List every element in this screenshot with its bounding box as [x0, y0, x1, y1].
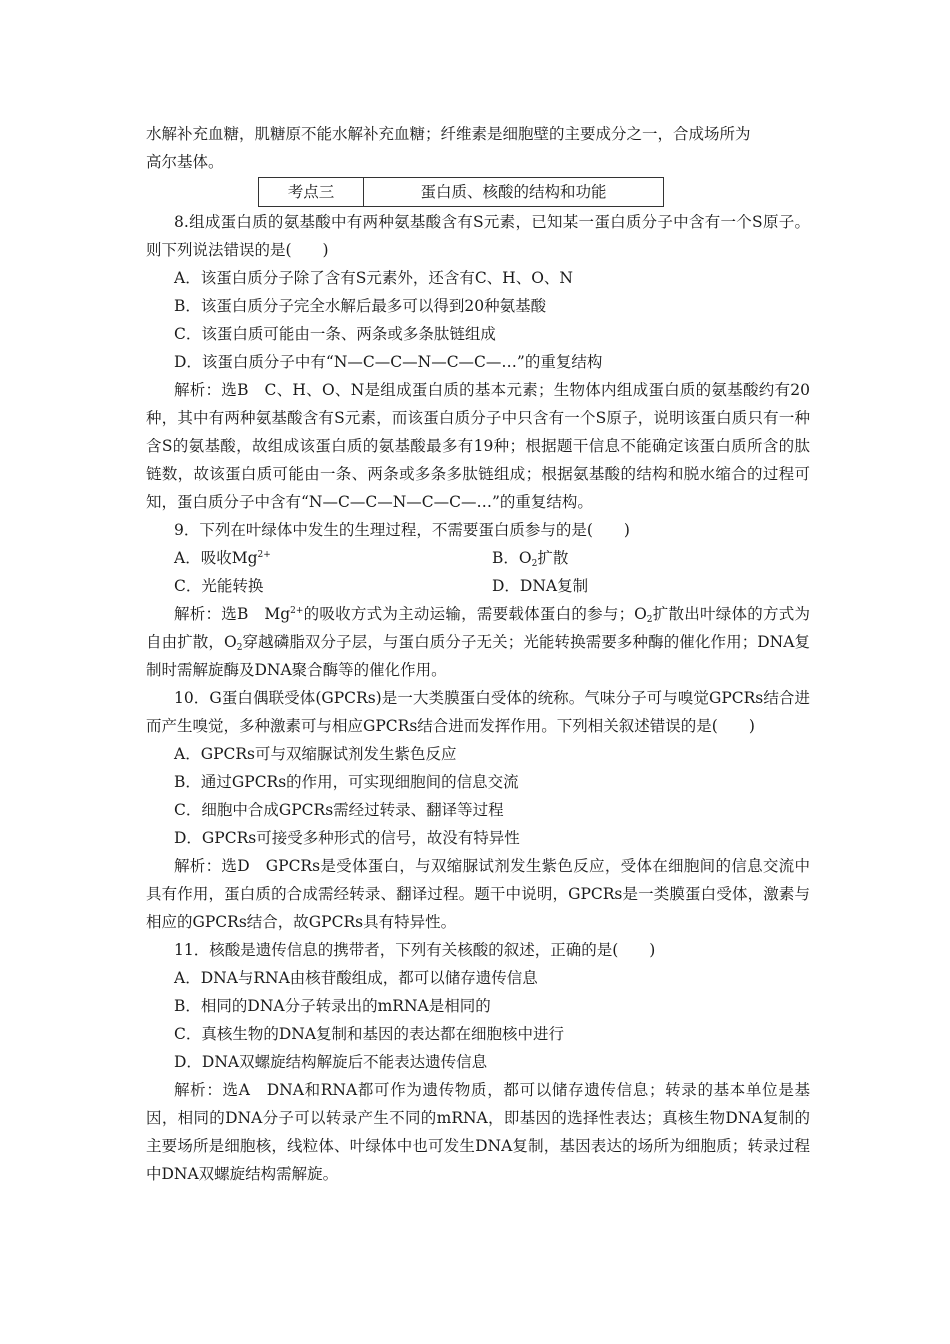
q11-option-a: A．DNA与RNA由核苷酸组成，都可以储存遗传信息 [174, 969, 538, 987]
q11-stem: 11．核酸是遗传信息的携带者，下列有关核酸的叙述，正确的是( ) [174, 941, 656, 959]
q11-analysis: 解析：选A DNA和RNA都可作为遗传物质，都可以储存遗传信息；转录的基本单位是基因，相同的DNA分子可以转录产生不同的mRNA，即基因的选择性表达；真核生物DNA复制的主要场所是细胞核，线粒体、叶绿体中也可发生DNA复制，基因表达的场所为细胞质；转录过程中DNA双螺旋结构需解旋。 [146, 1081, 810, 1183]
q11-option-c: C．真核生物的DNA复制和基因的表达都在细胞核中进行 [174, 1025, 565, 1043]
q9-options-row-2 [146, 572, 810, 600]
q9-analysis: 解析：选B $Mg^{2+}$的吸收方式为主动运输，需要载体蛋白的参与；$O_2$扩散出叶绿体的方式为自由扩散，$O_2$穿越磷脂双分子层，与蛋白质分子无关；光能转换需要多种酶的催化作用；DNA复制时需解旋酶及DNA聚合酶等的催化作用。 [146, 605, 810, 679]
q11-option-d: D．DNA双螺旋结构解旋后不能表达遗传信息 [174, 1053, 488, 1071]
q10-analysis: 解析：选D GPCRs是受体蛋白，与双缩脲试剂发生紫色反应，受体在细胞间的信息交流中具有作用，蛋白质的合成需经转录、翻译过程。题干中说明，GPCRs是一类膜蛋白受体，激素与相应的GPCRs结合，故GPCRs具有特异性。 [146, 857, 810, 931]
intro-line-2: 高尔基体。 [146, 153, 224, 171]
q10-option-c: C．细胞中合成GPCRs需经过转录、翻译等过程 [174, 801, 504, 819]
q8-option-d: D．该蛋白质分子中有“N—C—C—N—C—C—…”的重复结构 [174, 353, 603, 371]
q9-option-b: B．$O_2$扩散 [492, 549, 569, 569]
q10-option-a: A．GPCRs可与双缩脲试剂发生紫色反应 [174, 745, 457, 763]
q10-option-b: B．通过GPCRs的作用，可实现细胞间的信息交流 [174, 773, 519, 791]
q8-option-c: C．该蛋白质可能由一条、两条或多条肽链组成 [174, 325, 496, 343]
topic-header-box [258, 177, 664, 207]
topic-title: 蛋白质、核酸的结构和功能 [420, 183, 607, 201]
q9-option-a: A．吸收$Mg^{2+}$ [174, 549, 271, 567]
document-page [146, 120, 810, 1188]
q9-options-row-1 [146, 544, 810, 572]
q9-stem: 9．下列在叶绿体中发生的生理过程，不需要蛋白质参与的是( ) [174, 521, 630, 539]
q8-option-b: B．该蛋白质分子完全水解后最多可以得到20种氨基酸 [174, 297, 547, 315]
q9-option-c: C．光能转换 [174, 577, 264, 595]
q10-option-d: D．GPCRs可接受多种形式的信号，故没有特异性 [174, 829, 520, 847]
q8-option-a: A．该蛋白质分子除了含有S元素外，还含有C、H、O、N [174, 269, 573, 287]
q8-stem: 8.组成蛋白质的氨基酸中有两种氨基酸含有S元素，已知某一蛋白质分子中含有一个S原子。则下列说法错误的是( ) [146, 213, 810, 259]
q8-analysis: 解析：选B C、H、O、N是组成蛋白质的基本元素；生物体内组成蛋白质的氨基酸约有20种，其中有两种氨基酸含有S元素，而该蛋白质分子中只含有一个S原子，说明该蛋白质只有一种含S的氨基酸，故组成该蛋白质的氨基酸最多有19种；根据题干信息不能确定该蛋白质所含的肽链数，故该蛋白质可能由一条、两条或多条多肽链组成；根据氨基酸的结构和脱水缩合的过程可知，蛋白质分子中含有“N—C—C—N—C—C—…”的重复结构。 [146, 381, 810, 511]
q9-option-d: D．DNA复制 [492, 577, 589, 595]
q11-option-b: B．相同的DNA分子转录出的mRNA是相同的 [174, 997, 491, 1015]
intro-line-1: 水解补充血糖，肌糖原不能水解补充血糖；纤维素是细胞壁的主要成分之一，合成场所为 [146, 125, 751, 143]
topic-label: 考点三 [259, 178, 364, 206]
q10-stem: 10．G蛋白偶联受体(GPCRs)是一大类膜蛋白受体的统称。气味分子可与嗅觉GPCRs结合进而产生嗅觉，多种激素可与相应GPCRs结合进而发挥作用。下列相关叙述错误的是( ) [146, 689, 810, 735]
